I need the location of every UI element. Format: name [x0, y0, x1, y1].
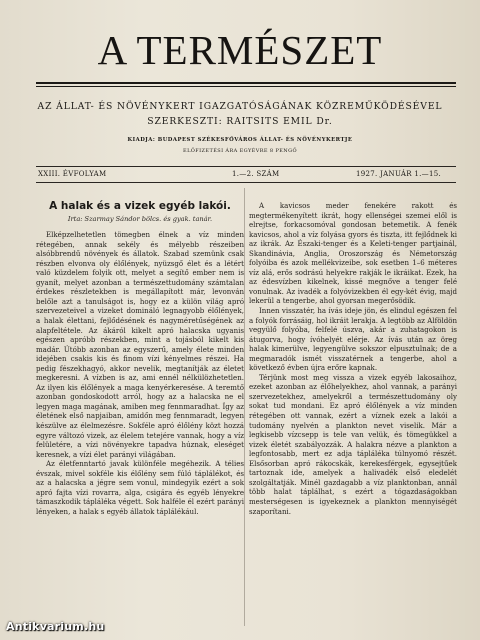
left-column — [36, 196, 244, 616]
issue-rule-top — [36, 166, 456, 167]
masthead-rule-thick — [36, 82, 456, 84]
article-author: Irta: Szarmay Sándor bölcs. és gyak. tanár. — [67, 214, 213, 223]
publisher-editor: SZERKESZTI: RAITSITS EMIL Dr. — [147, 116, 333, 127]
article-paragraph: A kavicsos meder fenekére rakott és megtermékenyített ikrát, hogy ellenségei szemei elől is elrejtse, forkacsomóval gondosan betemetik. A fenék kavicsos, ahol a víz folyása gyors és tiszta, itt fejlődnek ki az ikrák. Az Északi-tenger és a Keleti-tenger partjainál, Skandinávia, Anglia, Oroszország és Németország folyóiba és azok mellékvizeibe, sok esetben 1–6 méteres víz alá, erős sodrású helyekre rakják le ikráikat. Ezek, ha az édesvízben kikelnek, kissé megnőve a tenger felé vonulnak. Az ivadék a folyóvizekben él egy-két évig, majd lekerül a tengerbe, ahol gyorsan megerősödik. — [249, 201, 457, 306]
column-divider — [244, 188, 245, 626]
masthead-rule-thin — [36, 86, 456, 87]
article-paragraph: Az életfenntartó javak különféle megéhezik. A télies évszak, mivel sokféle kis élőlény sem fúló táplálékot, és az a halacska a jégre sem vonul, mindegyik ezért a sok apró fajta vízi rovarra, alga, csigára és egyéb lényekre támaszkodik tápláléka végett. Sok halféle él ezért parányi lényeken, a halak s egyéb állatok táplálékául. — [36, 459, 244, 516]
article-paragraph: Innen visszatér, ha ívás ideje jön, és elindul egészen fel a folyók forrásáig, hol ikráit lerakja. A legtöbb az Alföldön vegyülő folyóba, felfelé úszva, akár a zuhatagokon is átugorva, hogy ívóhelyét elérje. Az ívás után az öreg halak kimerülve, legyengülve sokszor elpusztulnak; de a megmaradók ismét visszatérnek a tengerbe, ahol a következő évben újra erőre kapnak. — [249, 306, 457, 373]
issue-volume: XXIII. ÉVFOLYAM — [38, 170, 107, 178]
publisher-line-3: KIADJA: BUDAPEST SZÉKESFŐVÁROS ÁLLAT- ÉS NÖVÉNYKERTJE — [127, 137, 353, 143]
issue-number: 1.—2. SZÁM — [232, 170, 280, 178]
article-title: A halak és a vizek egyéb lakói. — [49, 200, 231, 212]
issue-date: 1927. JANUÁR 1.—15. — [356, 170, 441, 178]
publisher-line-1: AZ ÁLLAT- ÉS NÖVÉNYKERT IGAZGATÓSÁGÁNAK KÖZREMŰKÖDÉSÉVEL — [37, 101, 443, 112]
issue-rule-bottom — [36, 182, 456, 183]
right-column — [249, 201, 457, 623]
article-paragraph: Térjünk most meg vissza a vizek egyéb lakosaihoz, ezeket azonban az élőhelyekhez, ahol vannak, a parányi szervezetekhez, amelyekről a természettudomány oly sokat tud mondani. Ez apró élőlények a víz minden rétegében ott vannak, ezért a víznek ezek a lakói a tudomány nyelvén a plankton nevet viselik. Már a legkisebb vízcsepp is tele van velük, és tömegükkel a vizek életét szabályozzák. A halakra nézve a plankton a legfontosabb, mert ez adja tápláléka túlnyomó részét. Elsősorban apró rákocskák, kerekesférgek, egysejtűek tartoznak ide, amelyek a halivadék első eledelét szolgáltatják. Minél gazdagabb a víz planktonban, annál több halat táplálhat, s ezért a tógazdaságokban mesterségesen is igyekeznek a plankton mennyiségét szaporítani. — [249, 372, 457, 516]
masthead-title: A TERMÉSZET — [97, 27, 383, 73]
article-paragraph: Elképzelhetetlen tömegben élnek a víz minden rétegében, annak sekély és mélyebb részeiben alsóbbrendű növények és állatok. Szabad szemünk csak részben elvonva oly élőlények, nyüzsgő élet és a létért való küzdelem folyik ott, melyet a segítő ember nem is gyanít, melyet azonban a természettudomány számtalan érdekes részletekben is megállapított már, levonván belőle azt a tanulságot is, hogy ez a külön világ apró szervezeteivel a vizeket domináló legnagyobb élőlények, a halak élettani, fejlődésének és nagyméretűségének az alapfeltétele. Az ákáról kikelt apró halacska ugyanis egészen apróbb részekben, mint a tojásból kikelt kis madár. Útóbb azonban az egyszerű, amely élete minden idejében csakis kis és finom vízi kényelmes részei. Ha pedig fészekhagyó, akkor nevelik, megtanítják az életet megkeresni. A vízben is az, ami ennél nélkülözhetetlen. Az ilyen kis élőlények a maga kenyérkeresése. A teremtő azonban gondoskodott arról, hogy az a halacska ne el legyen maga magának, amiben meg fennmaradhat. Így az életének első napjaiban, amidőn meg fennmaradt, legyen készülve az élelmezésre. Sokféle apró élőlény közt hozzá egyre változó vizek, az élelem tetejére vannak, hogy a víz felületére, a vízi növényekre tapadva húznak, eleséget keresnek, a vízi élet parányi világában. — [36, 230, 244, 459]
watermark-text: Antikvarium.hu — [6, 620, 105, 633]
subscription-price: ELŐFIZETÉSI ÁRA EGYÉVRE 8 PENGŐ — [183, 148, 297, 154]
